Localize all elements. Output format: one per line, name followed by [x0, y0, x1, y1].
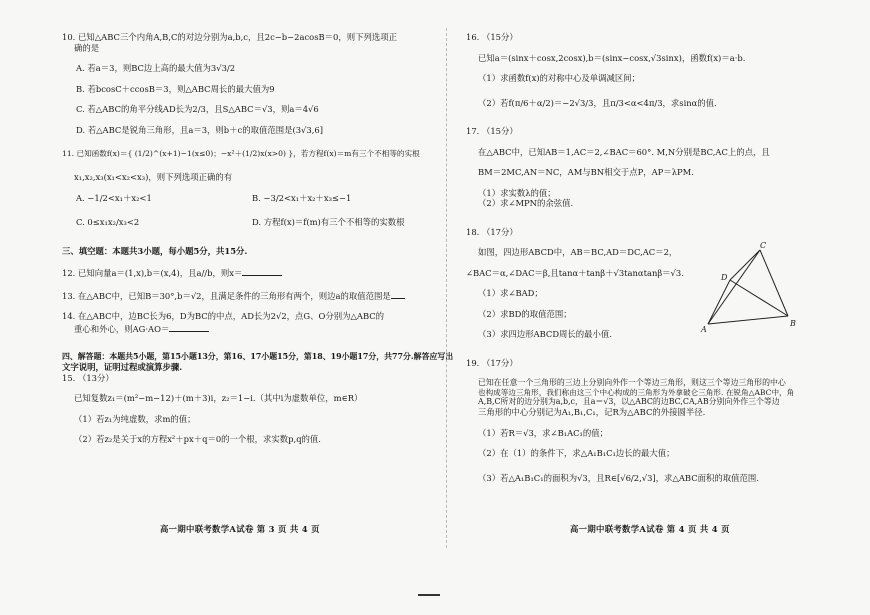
q11-stem-cont: x₁,x₂,x₃(x₁<x₂<x₃)，则下列选项正确的有 — [74, 172, 233, 183]
q10-option-b: B. 若bcosC＋ccosB＝3，则△ABC周长的最大值为9 — [76, 83, 275, 94]
section-4-heading-cont: 文字说明，证明过程或演算步骤. — [62, 362, 183, 373]
q19-stem-1: 已知在任意一个三角形的三边上分别向外作一个等边三角形，则这三个等边三角形的中心 — [478, 378, 786, 387]
q17-part-1: （1）求实数λ的值； — [478, 187, 556, 198]
edge-ab — [708, 316, 788, 324]
edge-da — [708, 280, 730, 324]
q17-stem-cont: BM＝2MC,AN＝NC，AM与BN相交于点P，AP＝λPM. — [478, 167, 694, 177]
q15-head: 15. （13分） — [62, 372, 114, 383]
edge-bc — [760, 250, 788, 316]
quadrilateral-figure — [700, 240, 804, 334]
question-16 — [466, 32, 826, 108]
q10-stem-cont: 确的是 — [74, 42, 100, 53]
q10-option-a: A. 若a＝3，则BC边上高的最大值为3√3/2 — [76, 63, 236, 73]
left-column — [62, 32, 454, 445]
page-footer-left: 高一期中联考数学A试卷 第 3 页 共 4 页 — [160, 524, 320, 534]
page-footer-right: 高一期中联考数学A试卷 第 4 页 共 4 页 — [570, 524, 730, 534]
q18-head: 18. （17分） — [466, 226, 518, 237]
q11-option-c: C. 0≤x₁x₂/x₃<2 — [76, 217, 140, 228]
vertex-label-c: C — [760, 241, 767, 250]
question-17 — [466, 126, 826, 209]
q18-stem-cont: ∠BAC＝α,∠DAC＝β,且tanα＋tanβ＋√3tanαtanβ＝√3. — [466, 267, 684, 278]
section-3-heading: 三、填空题：本题共3小题，每小题5分，共15分. — [62, 245, 248, 256]
answer-blank — [391, 289, 405, 299]
q19-stem-2: 也构成等边三角形，我们称由这三个中心构成的三角形为外拿破仑三角形. 在锐角△ABC中，角 — [478, 387, 795, 397]
q17-stem: 在△ABC中，已知AB＝1,AC＝2,∠BAC＝60°. M,N分别是BC,AC上的点，且 — [478, 146, 770, 157]
q10-stem: 10. 已知△ABC三个内角A,B,C的对边分别为a,b,c，且2c−b−2acosB＝0，则下列选项正 — [62, 32, 397, 42]
q11-stem: 11. 已知函数f(x)＝{ (1/2)^(x+1)−1(x≤0)；−x²＋(1/2)x(x>0) }，若方程f(x)＝m有三个不相等的实根 — [62, 149, 420, 158]
q18-part-2: （2）求BD的取值范围； — [478, 308, 572, 319]
q17-head: 17. （15分） — [466, 126, 518, 136]
q15-part-2: （2）若z₂是关于x的方程x²＋px＋q＝0的一个根，求实数p,q的值. — [74, 434, 321, 445]
q19-part-2: （2）在（1）的条件下，求△A₁B₁C₁边长的最大值； — [478, 448, 675, 459]
section-4-heading: 四、解答题：本题共5小题，第15小题13分，第16、17小题15分，第18、19小题17分，共77分.解答应写出 — [62, 352, 454, 362]
question-15 — [62, 373, 428, 445]
q15-part-1: （1）若z₁为纯虚数，求m的值； — [74, 413, 196, 424]
q19-part-1: （1）若R＝√3，求∠B₁AC₁的值； — [478, 427, 609, 438]
vertex-label-b: B — [790, 319, 796, 328]
q11-option-d: D. 方程f(x)＝f(m)有三个不相等的实数根 — [252, 217, 405, 228]
vertex-label-a: A — [701, 325, 707, 334]
answer-blank — [169, 322, 209, 332]
q19-part-3: （3）若△A₁B₁C₁的面积为√3，且R∈[√6/2,√3]，求△ABC面积的取值范围. — [478, 472, 759, 483]
q16-part-1: （1）求函数f(x)的对称中心及单调减区间； — [478, 73, 641, 83]
question-14-cont: 重心和外心，则AG·AO＝ — [74, 322, 428, 335]
q11-option-a: A. −1/2<x₁＋x₂<1 — [76, 192, 152, 203]
question-19 — [466, 358, 826, 484]
question-11 — [62, 149, 428, 228]
q18-stem: 如图，四边形ABCD中，AB＝BC,AD＝DC,AC＝2， — [478, 247, 678, 257]
q10-option-c: C. 若△ABC的角平分线AD长为2/3，且S△ABC＝√3，则a＝4√6 — [76, 104, 319, 114]
q15-stem: 已知复数z₁＝(m²−m−12)＋(m＋3)i，z₂＝1−i.（其中i为虚数单位，m∈R） — [74, 393, 363, 404]
q11-option-b: B. −3/2<x₁＋x₂＋x₃≤−1 — [252, 192, 352, 203]
q18-part-3: （3）求四边形ABCD周长的最小值. — [478, 329, 612, 339]
q16-head: 16. （15分） — [466, 32, 518, 42]
q17-part-2: （2）求∠MPN的余弦值. — [478, 198, 574, 208]
question-12: 12. 已知向量a＝(1,x),b＝(x,4)，且a//b，则x＝ — [62, 266, 428, 279]
q18-part-1: （1）求∠BAD； — [478, 288, 543, 298]
q19-head: 19. （17分） — [466, 357, 518, 368]
question-14: 14. 在△ABC中，边BC长为6，D为BC的中点，AD长为2√2，点G、O分别为△ABC的 — [62, 311, 385, 322]
diagonal-bd — [730, 280, 788, 316]
vertex-label-d: D — [721, 273, 728, 282]
answer-blank — [242, 266, 282, 276]
q10-option-d: D. 若△ABC是锐角三角形，且a＝3，则b＋c的取值范围是(3√3,6] — [76, 124, 323, 135]
q19-stem-3: A,B,C所对的边分别为a,b,c，且a＝√3，以△ABC的边BC,CA,AB分别向外作三个等边 — [478, 397, 780, 407]
question-10 — [62, 32, 428, 135]
question-13: 13. 在△ABC中，已知B＝30°,b＝√2，且满足条件的三角形有两个，则边a的取值范围是 — [62, 289, 428, 302]
diagonal-ac — [708, 250, 760, 324]
edge-cd — [730, 250, 760, 280]
q19-stem-4: 三角形的中心分别记为A₁,B₁,C₁，记R为△ABC的外接圆半径. — [478, 407, 706, 418]
column-divider — [446, 28, 448, 548]
bottom-mark — [418, 594, 440, 596]
q16-part-2: （2）若f(π/6＋α/2)＝−2√3/3，且π/3<α<4π/3，求sinα的值. — [478, 97, 717, 108]
q16-stem: 已知a＝(sinx＋cosx,2cosx),b＝(sinx−cosx,√3sinx)，函数f(x)＝a·b. — [478, 52, 746, 63]
